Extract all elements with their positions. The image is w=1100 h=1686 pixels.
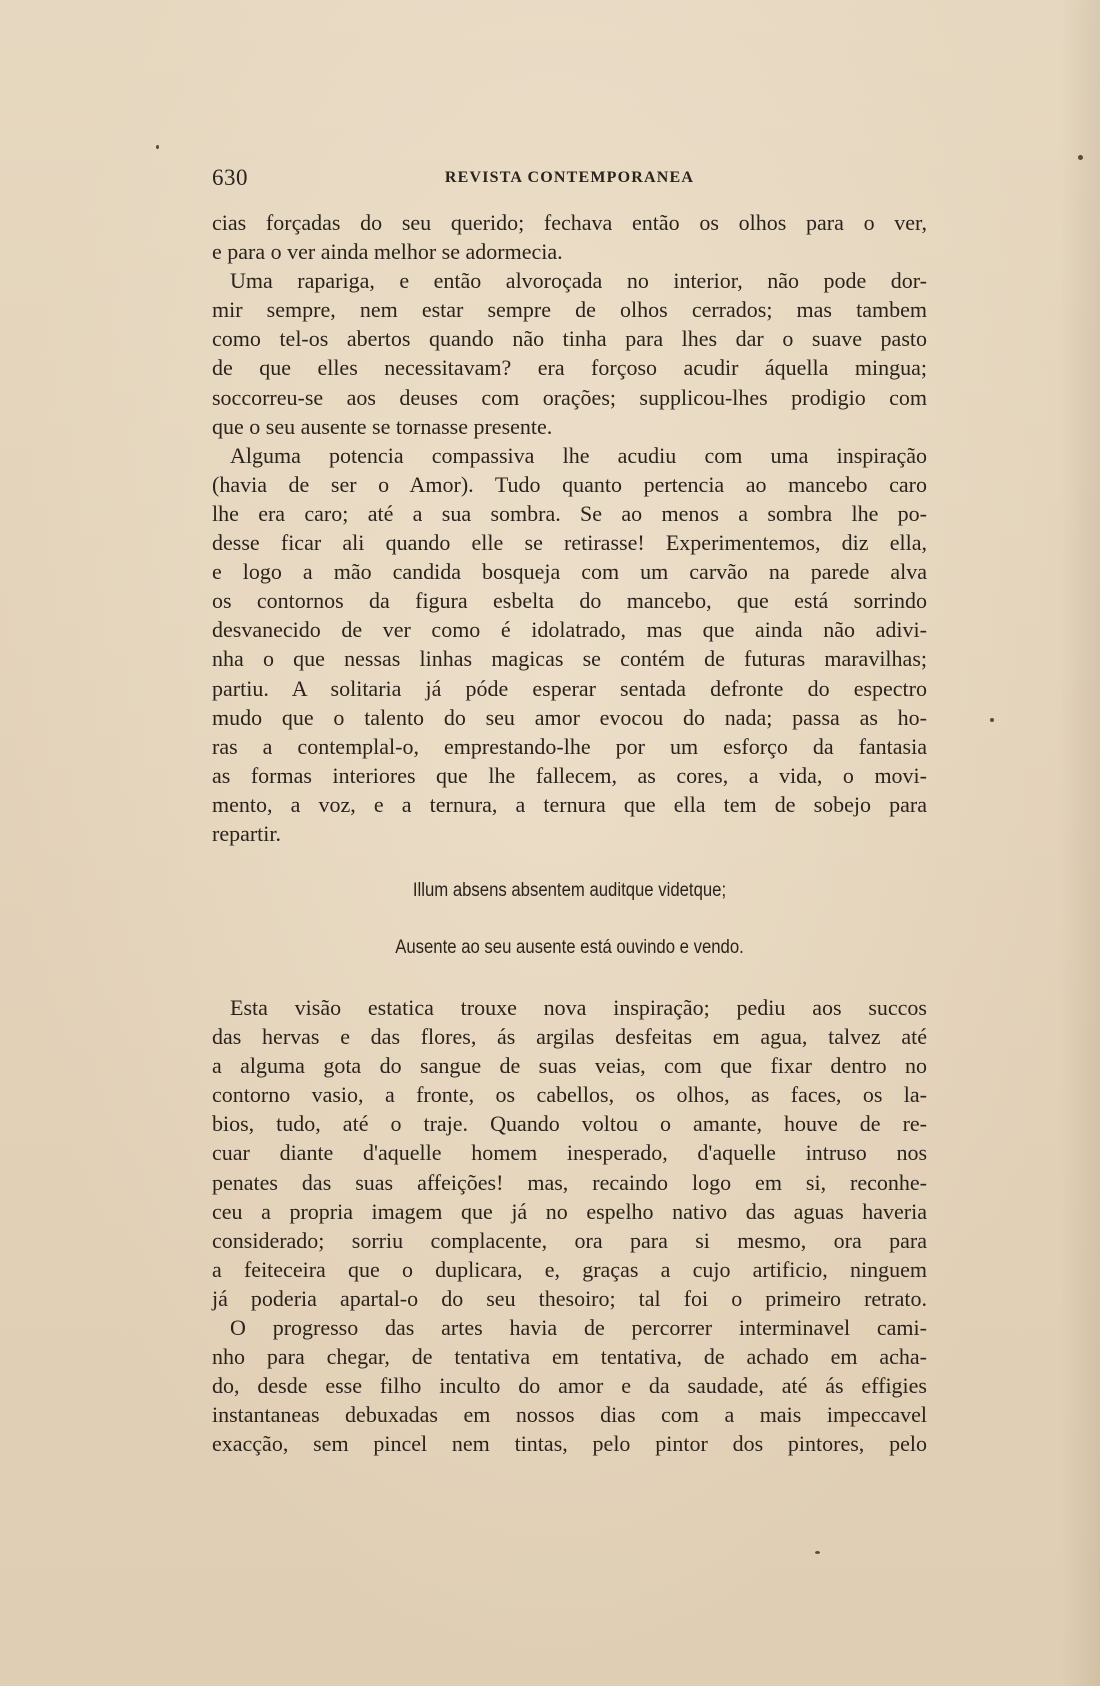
text-line: repartir.: [212, 820, 282, 846]
latin-quote: Illum absens absentem auditque videtque;: [412, 880, 727, 901]
page-header: [212, 165, 927, 195]
text-line: do, desde esse filho inculto do amor e da saudade, até ás effigies: [212, 1373, 927, 1399]
text-line: partiu. A solitaria já póde esperar sentada defronte do espectro: [212, 675, 927, 701]
text-line: contorno vasio, a fronte, os cabellos, os olhos, as faces, os la-: [212, 1082, 927, 1108]
text-line: ceu a propria imagem que já no espelho nativo das aguas haveria: [212, 1198, 927, 1224]
running-title: REVISTA CONTEMPORANEA: [444, 169, 695, 186]
text-line: desse ficar ali quando elle se retirasse! Experimentemos, diz ella,: [212, 530, 927, 556]
text-line: das hervas e das flores, ás argilas desfeitas em agua, talvez até: [212, 1024, 927, 1050]
text-line: Esta visão estatica trouxe nova inspiração; pediu aos succos: [230, 995, 927, 1020]
text-line: e para o ver ainda melhor se adormecia.: [212, 239, 563, 265]
text-line: de que elles necessitavam? era forçoso acudir áquella mingua;: [212, 355, 927, 381]
text-line: a feiteceira que o duplicara, e, graças a cujo artificio, ninguem: [212, 1256, 927, 1282]
text-line: mento, a voz, e a ternura, a ternura que ella tem de sobejo para: [212, 791, 927, 817]
text-line: O progresso das artes havia de percorrer interminavel cami-: [230, 1315, 927, 1341]
text-line: nha o que nessas linhas magicas se contém de futuras maravilhas;: [212, 646, 927, 672]
text-line: instantaneas debuxadas em nossos dias com a mais impeccavel: [212, 1402, 927, 1428]
portuguese-quote: Ausente ao seu ausente está ouvindo e vendo.: [395, 937, 744, 958]
paper-speck: [815, 1551, 820, 1554]
text-line: nho para chegar, de tentativa em tentativa, de achado em acha-: [212, 1344, 927, 1370]
text-line: soccorreu-se aos deuses com orações; supplicou-lhes prodigio com: [212, 384, 927, 410]
text-line: considerado; sorriu complacente, ora para si mesmo, ora para: [212, 1227, 927, 1253]
text-line: (havia de ser o Amor). Tudo quanto pertencia ao mancebo caro: [212, 471, 927, 497]
text-line: penates das suas affeições! mas, recaindo logo em si, reconhe-: [212, 1169, 927, 1195]
text-line: Uma rapariga, e então alvoroçada no interior, não pode dor-: [230, 268, 927, 294]
body-section-2: [212, 993, 927, 1459]
text-line: ras a contemplal-o, emprestando-lhe por um esforço da fantasia: [212, 733, 927, 759]
paper-speck: [1078, 155, 1083, 160]
text-line: que o seu ausente se tornasse presente.: [212, 413, 553, 439]
text-line: Alguma potencia compassiva lhe acudiu com uma inspiração: [230, 442, 927, 468]
text-line: mir sempre, nem estar sempre de olhos cerrados; mas tambem: [212, 297, 927, 323]
text-line: cuar diante d'aquelle homem inesperado, d'aquelle intruso nos: [212, 1140, 927, 1166]
body-section-1: [212, 208, 927, 848]
text-line: os contornos da figura esbelta do mancebo, que está sorrindo: [212, 588, 927, 614]
text-line: a alguma gota do sangue de suas veias, com que fixar dentro no: [212, 1053, 927, 1079]
text-line: como tel-os abertos quando não tinha para lhes dar o suave pasto: [212, 326, 927, 352]
paper-speck: [156, 145, 159, 149]
text-line: as formas interiores que lhe fallecem, as cores, a vida, o movi-: [212, 762, 927, 788]
page-number: 630: [212, 165, 248, 190]
text-line: e logo a mão candida bosqueja com um carvão na parede alva: [212, 559, 927, 585]
paper-speck: [990, 718, 994, 722]
text-line: já poderia apartal-o do seu thesoiro; tal foi o primeiro retrato.: [212, 1285, 927, 1311]
text-line: lhe era caro; até a sua sombra. Se ao menos a sombra lhe po-: [212, 500, 927, 526]
text-line: cias forçadas do seu querido; fechava então os olhos para o ver,: [212, 210, 927, 235]
page-edge-shadow: [1060, 0, 1100, 1686]
text-line: bios, tudo, até o traje. Quando voltou o amante, houve de re-: [212, 1111, 927, 1137]
text-line: exacção, sem pincel nem tintas, pelo pintor dos pintores, pelo: [212, 1431, 927, 1457]
text-line: desvanecido de ver como é idolatrado, mas que ainda não adivi-: [212, 617, 927, 643]
text-line: mudo que o talento do seu amor evocou do nada; passa as ho-: [212, 704, 927, 730]
